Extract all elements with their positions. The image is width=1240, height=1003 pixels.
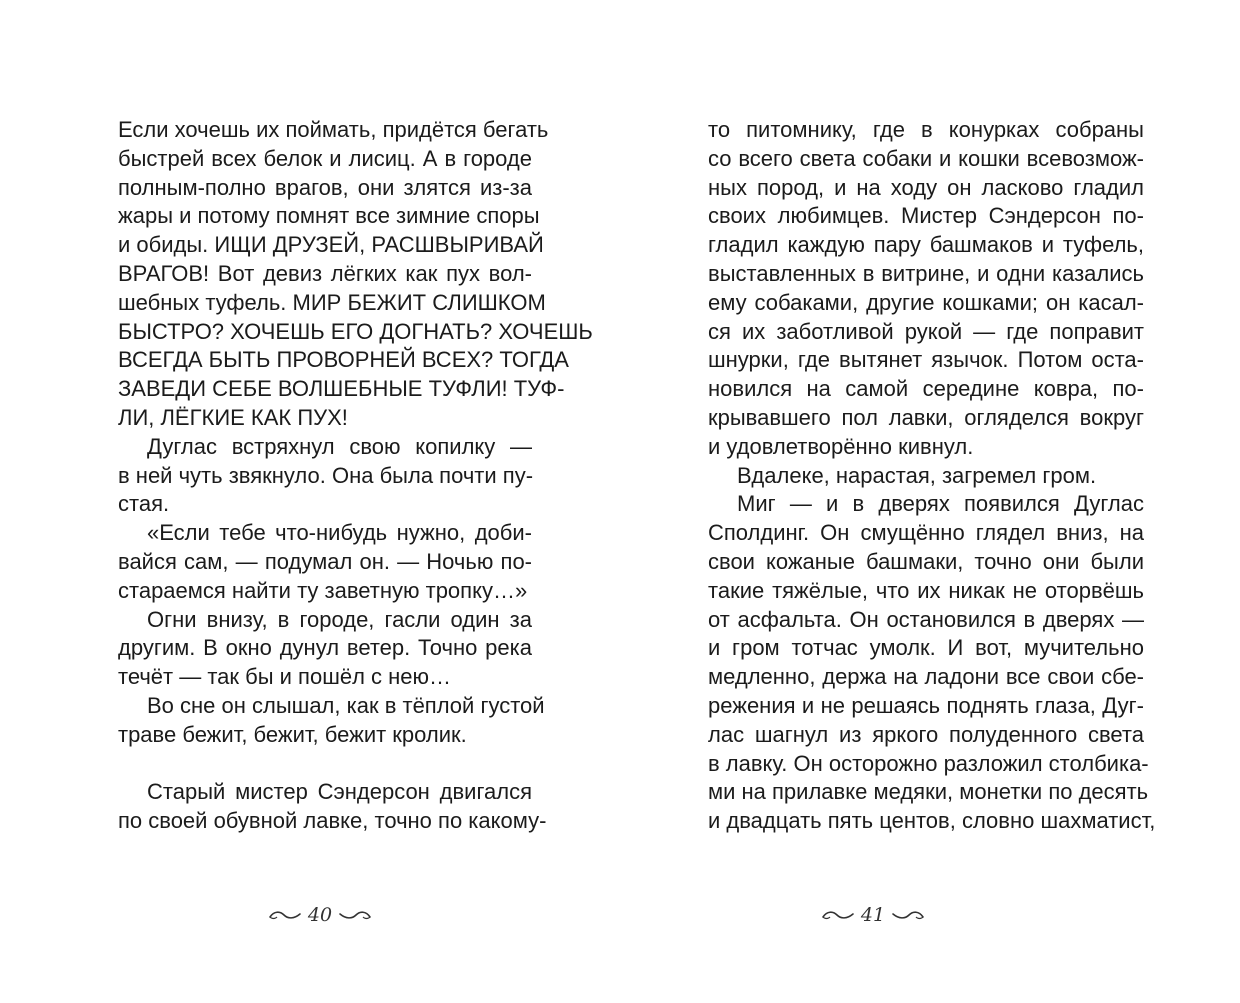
text-line: такие тяжёлые, что их никак не оторвёшь xyxy=(708,577,1144,603)
page-number-footer xyxy=(808,900,938,930)
text-line: со всего света собаки и кошки всевозмож- xyxy=(708,145,1144,171)
text-line: вайся сам, — подумал он. — Ночью по- xyxy=(118,548,532,574)
text-line: ВРАГОВ! Вот девиз лёгких как пух вол- xyxy=(118,260,532,286)
text-line: свои кожаные башмаки, точно они были xyxy=(708,548,1144,574)
text-line: шебных туфель. МИР БЕЖИТ СЛИШКОМ xyxy=(118,289,546,315)
text-line: лас шагнул из яркого полуденного света xyxy=(708,721,1144,747)
left-page-text xyxy=(118,116,593,836)
text-line: режения и не решаясь поднять глаза, Дуг- xyxy=(708,692,1144,718)
flourish-left-icon xyxy=(268,908,302,922)
text-line: Во сне он слышал, как в тёплой густой xyxy=(147,692,545,718)
text-line: ЗАВЕДИ СЕБЕ ВОЛШЕБНЫЕ ТУФЛИ! ТУФ- xyxy=(118,376,565,402)
text-line: и обиды. ИЩИ ДРУЗЕЙ, РАСШВЫРИВАЙ xyxy=(118,232,544,258)
text-line: в лавку. Он осторожно разложил столбика- xyxy=(708,750,1149,776)
blank-line xyxy=(118,750,532,779)
text-line: в ней чуть звякнуло. Она была почти пу- xyxy=(118,462,534,488)
text-line: Миг — и в дверях появился Дуглас xyxy=(737,491,1144,517)
text-line: ЛИ, ЛЁГКИЕ КАК ПУХ! xyxy=(118,404,348,430)
text-line: полным-полно врагов, они злятся из-за xyxy=(118,174,532,200)
right-page xyxy=(620,0,1240,1003)
text-line: ми на прилавке медяки, монетки по десять xyxy=(708,779,1149,805)
text-line: Дуглас встряхнул свою копилку — xyxy=(147,433,532,459)
text-line: траве бежит, бежит, бежит кролик. xyxy=(118,721,467,747)
text-line: Старый мистер Сэндерсон двигался xyxy=(147,779,532,805)
text-line: стая. xyxy=(118,491,170,517)
text-line: крывавшего пол лавки, огляделся вокруг xyxy=(708,404,1144,430)
text-line: Сполдинг. Он смущённо глядел вниз, на xyxy=(708,520,1144,546)
text-line: ных пород, и на ходу он ласково гладил xyxy=(708,174,1144,200)
text-line: гладил каждую пару башмаков и туфель, xyxy=(708,232,1144,258)
right-page-text xyxy=(708,116,1156,836)
text-line: медленно, держа на ладони все свои сбе- xyxy=(708,664,1144,690)
text-line: выставленных в витрине, и одни казались xyxy=(708,260,1144,286)
text-line: от асфальта. Он остановился в дверях — xyxy=(708,606,1144,632)
flourish-right-icon xyxy=(891,908,925,922)
text-line: Огни внизу, в городе, гасли один за xyxy=(147,606,532,632)
text-line: БЫСТРО? ХОЧЕШЬ ЕГО ДОГНАТЬ? ХОЧЕШЬ xyxy=(118,318,593,344)
text-line: «Если тебе что-нибудь нужно, доби- xyxy=(147,520,532,546)
text-line: Если хочешь их поймать, придётся бегать xyxy=(118,117,549,142)
text-line: стараемся найти ту заветную тропку…» xyxy=(118,577,528,603)
page-number: 41 xyxy=(860,904,886,926)
text-line: течёт — так бы и пошёл с нею… xyxy=(118,664,452,690)
text-line: по своей обувной лавке, точно по какому- xyxy=(118,808,547,834)
text-line: новился на самой середине ковра, по- xyxy=(708,376,1144,402)
text-line: ВСЕГДА БЫТЬ ПРОВОРНЕЙ ВСЕХ? ТОГДА xyxy=(118,347,569,373)
text-line: и двадцать пять центов, словно шахматист, xyxy=(708,808,1156,834)
text-line: жары и потому помнят все зимние споры xyxy=(118,203,540,229)
flourish-right-icon xyxy=(338,908,372,922)
page-number-footer xyxy=(255,900,385,930)
text-line: своих любимцев. Мистер Сэндерсон по- xyxy=(708,203,1144,229)
text-line: ся их заботливой рукой — где поправит xyxy=(708,318,1144,344)
text-line: и гром тотчас умолк. И вот, мучительно xyxy=(708,635,1144,661)
text-line: быстрей всех белок и лисиц. А в городе xyxy=(118,145,532,171)
text-line: и удовлетворённо кивнул. xyxy=(708,433,974,459)
page-number: 40 xyxy=(307,904,333,926)
text-line: другим. В окно дунул ветер. Точно река xyxy=(118,635,532,661)
flourish-left-icon xyxy=(821,908,855,922)
text-line: Вдалеке, нарастая, загремел гром. xyxy=(737,462,1097,488)
text-line: шнурки, где вытянет язычок. Потом оста- xyxy=(708,347,1144,373)
text-line: ему собаками, другие кошками; он касал- xyxy=(708,289,1144,315)
text-line: то питомнику, где в конурках собраны xyxy=(708,117,1144,142)
